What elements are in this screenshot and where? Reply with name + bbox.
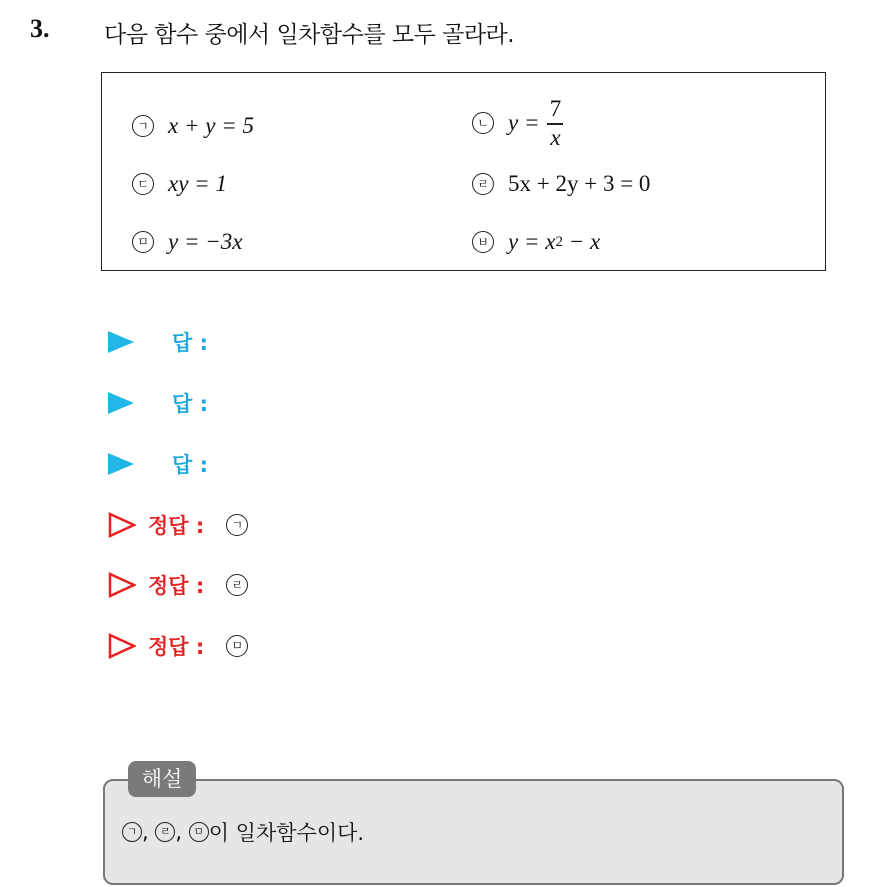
correct-answer-label: 정답 : — [148, 635, 205, 659]
solution-separator: , — [142, 820, 156, 844]
fraction-numerator: 7 — [549, 96, 562, 121]
choice-expression: y = −3x — [168, 229, 243, 254]
hollow-triangle-icon — [108, 572, 136, 598]
choice-c — [132, 171, 227, 197]
correct-answer-marker: ㄹ — [226, 574, 248, 596]
choice-f — [472, 229, 600, 255]
choice-marker: ㄹ — [472, 173, 494, 195]
choice-e — [132, 229, 242, 255]
correct-answer-marker: ㅁ — [226, 635, 248, 657]
choice-expression: 5x + 2y + 3 = 0 — [508, 171, 651, 196]
choice-expression-lhs: y = x — [508, 229, 556, 254]
solution-tag: 해설 — [128, 761, 196, 797]
solution-marker: ㄹ — [155, 822, 175, 842]
correct-answer-row — [108, 570, 248, 600]
choice-a — [132, 113, 254, 139]
choice-marker: ㄴ — [472, 112, 494, 134]
answer-label: 답 : — [172, 392, 208, 416]
answer-field[interactable] — [108, 388, 208, 418]
choice-expression-lhs: y = — [508, 109, 540, 135]
solution-marker: ㅁ — [189, 822, 209, 842]
answer-label: 답 : — [172, 453, 208, 477]
choice-marker: ㅂ — [472, 231, 494, 253]
answer-field[interactable] — [108, 449, 208, 479]
question-number: 3. — [30, 14, 50, 43]
fraction — [547, 95, 563, 151]
choice-marker: ㄷ — [132, 173, 154, 195]
correct-answer-label: 정답 : — [148, 514, 205, 538]
choice-expression: xy = 1 — [168, 171, 227, 196]
exponent: 2 — [555, 233, 563, 250]
answer-label: 답 : — [172, 331, 208, 355]
choice-marker: ㅁ — [132, 231, 154, 253]
answer-field[interactable] — [108, 327, 208, 357]
choices-box — [101, 72, 826, 271]
correct-answer-row — [108, 510, 248, 540]
choice-d — [472, 171, 650, 197]
correct-answer-marker: ㄱ — [226, 514, 248, 536]
choice-expression: x + y = 5 — [168, 113, 254, 138]
solution-separator: , — [175, 820, 189, 844]
solution-marker: ㄱ — [122, 822, 142, 842]
correct-answer-label: 정답 : — [148, 574, 205, 598]
play-arrow-icon — [108, 331, 134, 353]
hollow-triangle-icon — [108, 633, 136, 659]
choice-expression-rhs: − x — [562, 229, 601, 254]
play-arrow-icon — [108, 392, 134, 414]
choice-marker: ㄱ — [132, 115, 154, 137]
play-arrow-icon — [108, 453, 134, 475]
fraction-denominator: x — [550, 124, 561, 150]
solution-text — [122, 817, 364, 847]
solution-suffix: 이 일차함수이다. — [208, 821, 365, 845]
correct-answer-row — [108, 631, 248, 661]
question-text: 다음 함수 중에서 일차함수를 모두 골라라. — [104, 22, 515, 48]
choice-b — [472, 95, 563, 151]
hollow-triangle-icon — [108, 512, 136, 538]
